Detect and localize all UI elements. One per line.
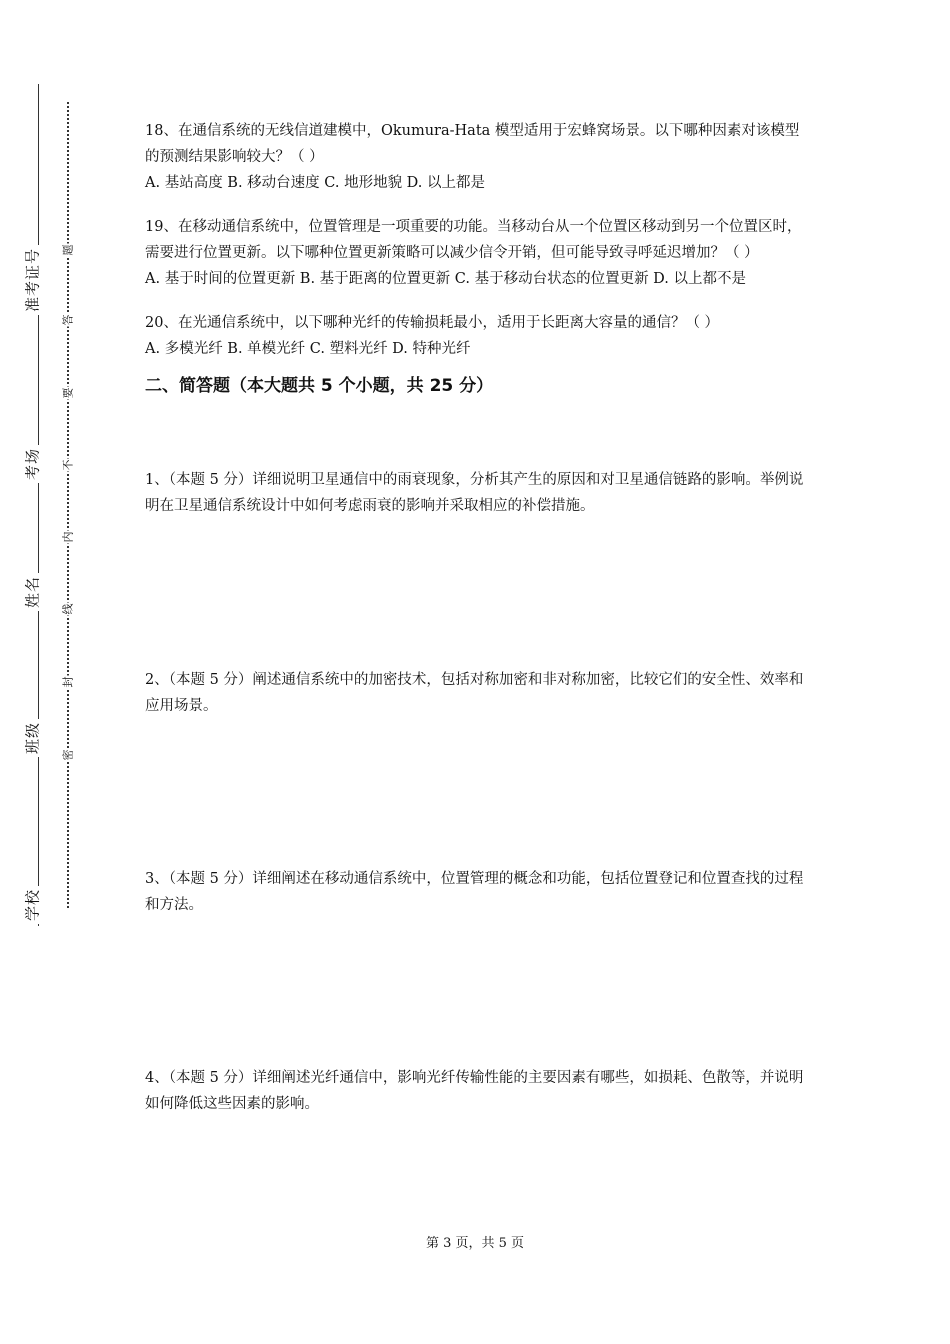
page-footer: 第 3 页，共 5 页: [425, 1236, 525, 1251]
seal-char: 内: [61, 531, 75, 543]
binding-solid-line: [38, 84, 39, 926]
seal-char: 不: [61, 459, 75, 471]
section-title: 二、简答题（本大题共 5 个小题，共 25 分）: [145, 376, 494, 396]
seal-char: 密: [61, 749, 75, 761]
short-answer-3: 3、（本题 5 分）详细阐述在移动通信系统中，位置管理的概念和功能，包括位置登记和位置查找的过程和方法。: [145, 871, 804, 913]
field-exam-room: 考场: [20, 445, 45, 483]
question-text: 19、在移动通信系统中，位置管理是一项重要的功能。当移动台从一个位置区移动到另一个位置区时，需要进行位置更新。以下哪种位置更新策略可以减少信令开销，但可能导致寻呼延迟增加？（ ）: [145, 219, 802, 261]
seal-char: 封: [61, 676, 75, 688]
seal-char: 线: [61, 603, 75, 615]
question-text: 20、在光通信系统中，以下哪种光纤的传输损耗最小，适用于长距离大容量的通信？（ ）: [145, 315, 720, 331]
short-answer-2: 2、（本题 5 分）阐述通信系统中的加密技术，包括对称加密和非对称加密，比较它们的安全性、效率和应用场景。: [145, 672, 804, 714]
seal-dotted-line: [67, 102, 69, 908]
question-18: [145, 118, 810, 196]
question-options: A. 基站高度 B. 移动台速度 C. 地形地貌 D. 以上都是: [145, 175, 486, 191]
question-options: A. 基于时间的位置更新 B. 基于距离的位置更新 C. 基于移动台状态的位置更新 D. 以上都不是: [145, 271, 747, 287]
seal-char: 题: [61, 244, 75, 256]
question-options: A. 多模光纤 B. 单模光纤 C. 塑料光纤 D. 特种光纤: [145, 341, 471, 357]
seal-char: 要: [61, 387, 75, 399]
short-answer-1: 1、（本题 5 分）详细说明卫星通信中的雨衰现象，分析其产生的原因和对卫星通信链路的影响。举例说明在卫星通信系统设计中如何考虑雨衰的影响并采取相应的补偿措施。: [145, 472, 804, 514]
field-school: 学校: [20, 886, 45, 924]
field-exam-id: 准考证号: [20, 245, 45, 315]
question-19: [145, 214, 810, 292]
short-answer-4: 4、（本题 5 分）详细阐述光纤通信中，影响光纤传输性能的主要因素有哪些，如损耗、色散等，并说明如何降低这些因素的影响。: [145, 1070, 804, 1112]
question-20: [145, 310, 810, 362]
question-list: [145, 118, 810, 400]
field-class: 班级: [20, 719, 45, 757]
question-text: 18、在通信系统的无线信道建模中，Okumura-Hata 模型适用于宏蜂窝场景。以下哪种因素对该模型的预测结果影响较大？（ ）: [145, 123, 800, 165]
seal-char: 答: [61, 314, 75, 326]
field-name: 姓名: [20, 573, 45, 611]
